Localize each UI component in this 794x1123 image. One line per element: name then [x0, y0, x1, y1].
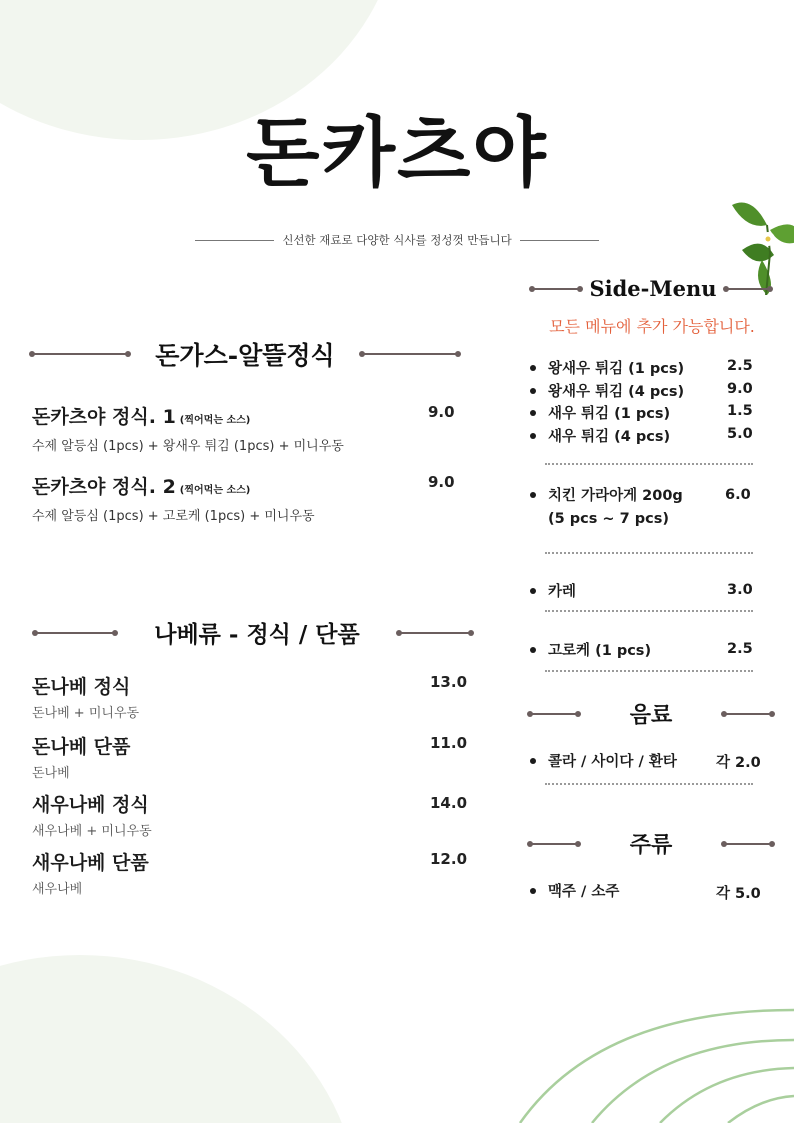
side-item-price: 9.0	[727, 381, 753, 397]
side-menu-subtitle: 모든 메뉴에 추가 가능합니다.	[549, 317, 755, 336]
side-item-name: 고로케 (1 pcs)	[548, 643, 652, 659]
liquor-title: 주류	[629, 832, 673, 858]
bullet	[530, 388, 536, 394]
side-item-price: 3.0	[727, 582, 753, 598]
side-item-name: 새우 튀김 (1 pcs)	[548, 406, 671, 422]
header-rule	[399, 632, 471, 634]
item-description: 돈나베	[32, 766, 70, 781]
section-title-nabe: 나베류 - 정식 / 단품	[154, 621, 360, 648]
item-price: 11.0	[430, 734, 468, 752]
header-rule	[530, 713, 578, 715]
header-rule	[362, 353, 458, 355]
item-description: 수제 알등심 (1pcs) + 왕새우 튀김 (1pcs) + 미니우동	[32, 439, 344, 454]
bullet	[530, 588, 536, 594]
dotted-divider	[545, 552, 753, 554]
dotted-divider	[545, 783, 753, 785]
tagline	[195, 230, 599, 250]
menu-item	[32, 848, 149, 897]
item-price: 13.0	[430, 673, 468, 691]
bullet	[530, 888, 536, 894]
dotted-divider	[545, 610, 753, 612]
section-title-tonkatsu: 돈가스-알뜰정식	[155, 341, 335, 370]
side-item-name: 새우 튀김 (4 pcs)	[548, 429, 671, 445]
bullet	[530, 647, 536, 653]
bullet	[530, 365, 536, 371]
menu-item	[32, 732, 130, 781]
side-item-price: 2.5	[727, 358, 753, 374]
item-name: 돈카츠야 정식. 2 (찍어먹는 소스)	[32, 476, 251, 498]
drink-item	[530, 750, 677, 771]
item-price: 12.0	[430, 850, 468, 868]
header-rule	[724, 713, 772, 715]
header-rule	[724, 843, 772, 845]
side-item-name: 왕새우 튀김 (1 pcs)	[548, 361, 685, 377]
item-price: 9.0	[428, 403, 455, 421]
item-description: 새우나베 + 미니우동	[32, 824, 152, 839]
header-rule	[35, 632, 115, 634]
side-item-subtext: (5 pcs ~ 7 pcs)	[548, 511, 669, 527]
bullet	[530, 758, 536, 764]
menu-item	[32, 472, 315, 524]
item-name: 돈나베 단품	[32, 736, 131, 758]
side-menu-title: Side-Menu	[589, 276, 717, 301]
side-item	[530, 639, 651, 660]
item-description: 새우나베	[32, 882, 83, 897]
header-rule	[32, 353, 128, 355]
side-item	[530, 484, 683, 505]
side-item	[530, 357, 684, 378]
side-item	[530, 425, 670, 446]
dotted-divider	[545, 670, 753, 672]
header-rule	[530, 843, 578, 845]
section-header-drinks	[530, 698, 772, 729]
liquor-item	[530, 880, 619, 901]
section-header-tonkatsu	[32, 336, 458, 372]
item-name: 새우나베 단품	[32, 852, 149, 874]
drink-item-price: 각 2.0	[716, 755, 761, 771]
side-item-price: 6.0	[725, 487, 751, 503]
restaurant-title: 돈카츠야	[246, 108, 548, 197]
bullet	[530, 433, 536, 439]
section-header-liquor	[530, 828, 772, 859]
menu-item	[32, 672, 139, 721]
section-header-side-menu	[532, 276, 770, 301]
item-price: 14.0	[430, 794, 468, 812]
dotted-divider	[545, 463, 753, 465]
side-item-price: 5.0	[727, 426, 753, 442]
background-blob-bottom	[0, 955, 360, 1123]
item-note: (찍어먹는 소스)	[179, 415, 251, 426]
drinks-title: 음료	[629, 702, 673, 728]
side-item	[530, 402, 670, 423]
tagline-rule-left	[195, 240, 274, 241]
bullet	[530, 410, 536, 416]
liquor-item-price: 각 5.0	[716, 886, 761, 902]
item-name: 새우나베 정식	[32, 794, 149, 816]
side-item-price: 1.5	[727, 403, 753, 419]
item-description: 돈나베 + 미니우동	[32, 706, 140, 721]
side-item-price: 2.5	[727, 641, 753, 657]
section-header-nabe	[35, 616, 471, 649]
item-note: (찍어먹는 소스)	[179, 485, 251, 496]
liquor-item-name: 맥주 / 소주	[548, 884, 620, 900]
header-rule	[726, 288, 770, 290]
menu-item	[32, 790, 152, 839]
bullet	[530, 492, 536, 498]
item-name: 돈나베 정식	[32, 676, 131, 698]
tagline-rule-right	[520, 240, 599, 241]
side-item-name: 카레	[548, 584, 577, 600]
side-item	[530, 380, 684, 401]
drink-item-name: 콜라 / 사이다 / 환타	[548, 754, 677, 770]
side-item	[530, 580, 576, 601]
menu-item	[32, 402, 344, 454]
tagline-text: 신선한 재료로 다양한 식사를 정성껏 만듭니다	[282, 233, 512, 247]
side-item-name: 왕새우 튀김 (4 pcs)	[548, 384, 685, 400]
header-rule	[532, 288, 580, 290]
item-name: 돈카츠야 정식. 1 (찍어먹는 소스)	[32, 406, 251, 428]
side-item-name: 치킨 가라아게 200g	[548, 488, 683, 504]
item-description: 수제 알등심 (1pcs) + 고로케 (1pcs) + 미니우동	[32, 509, 315, 524]
item-price: 9.0	[428, 473, 455, 491]
